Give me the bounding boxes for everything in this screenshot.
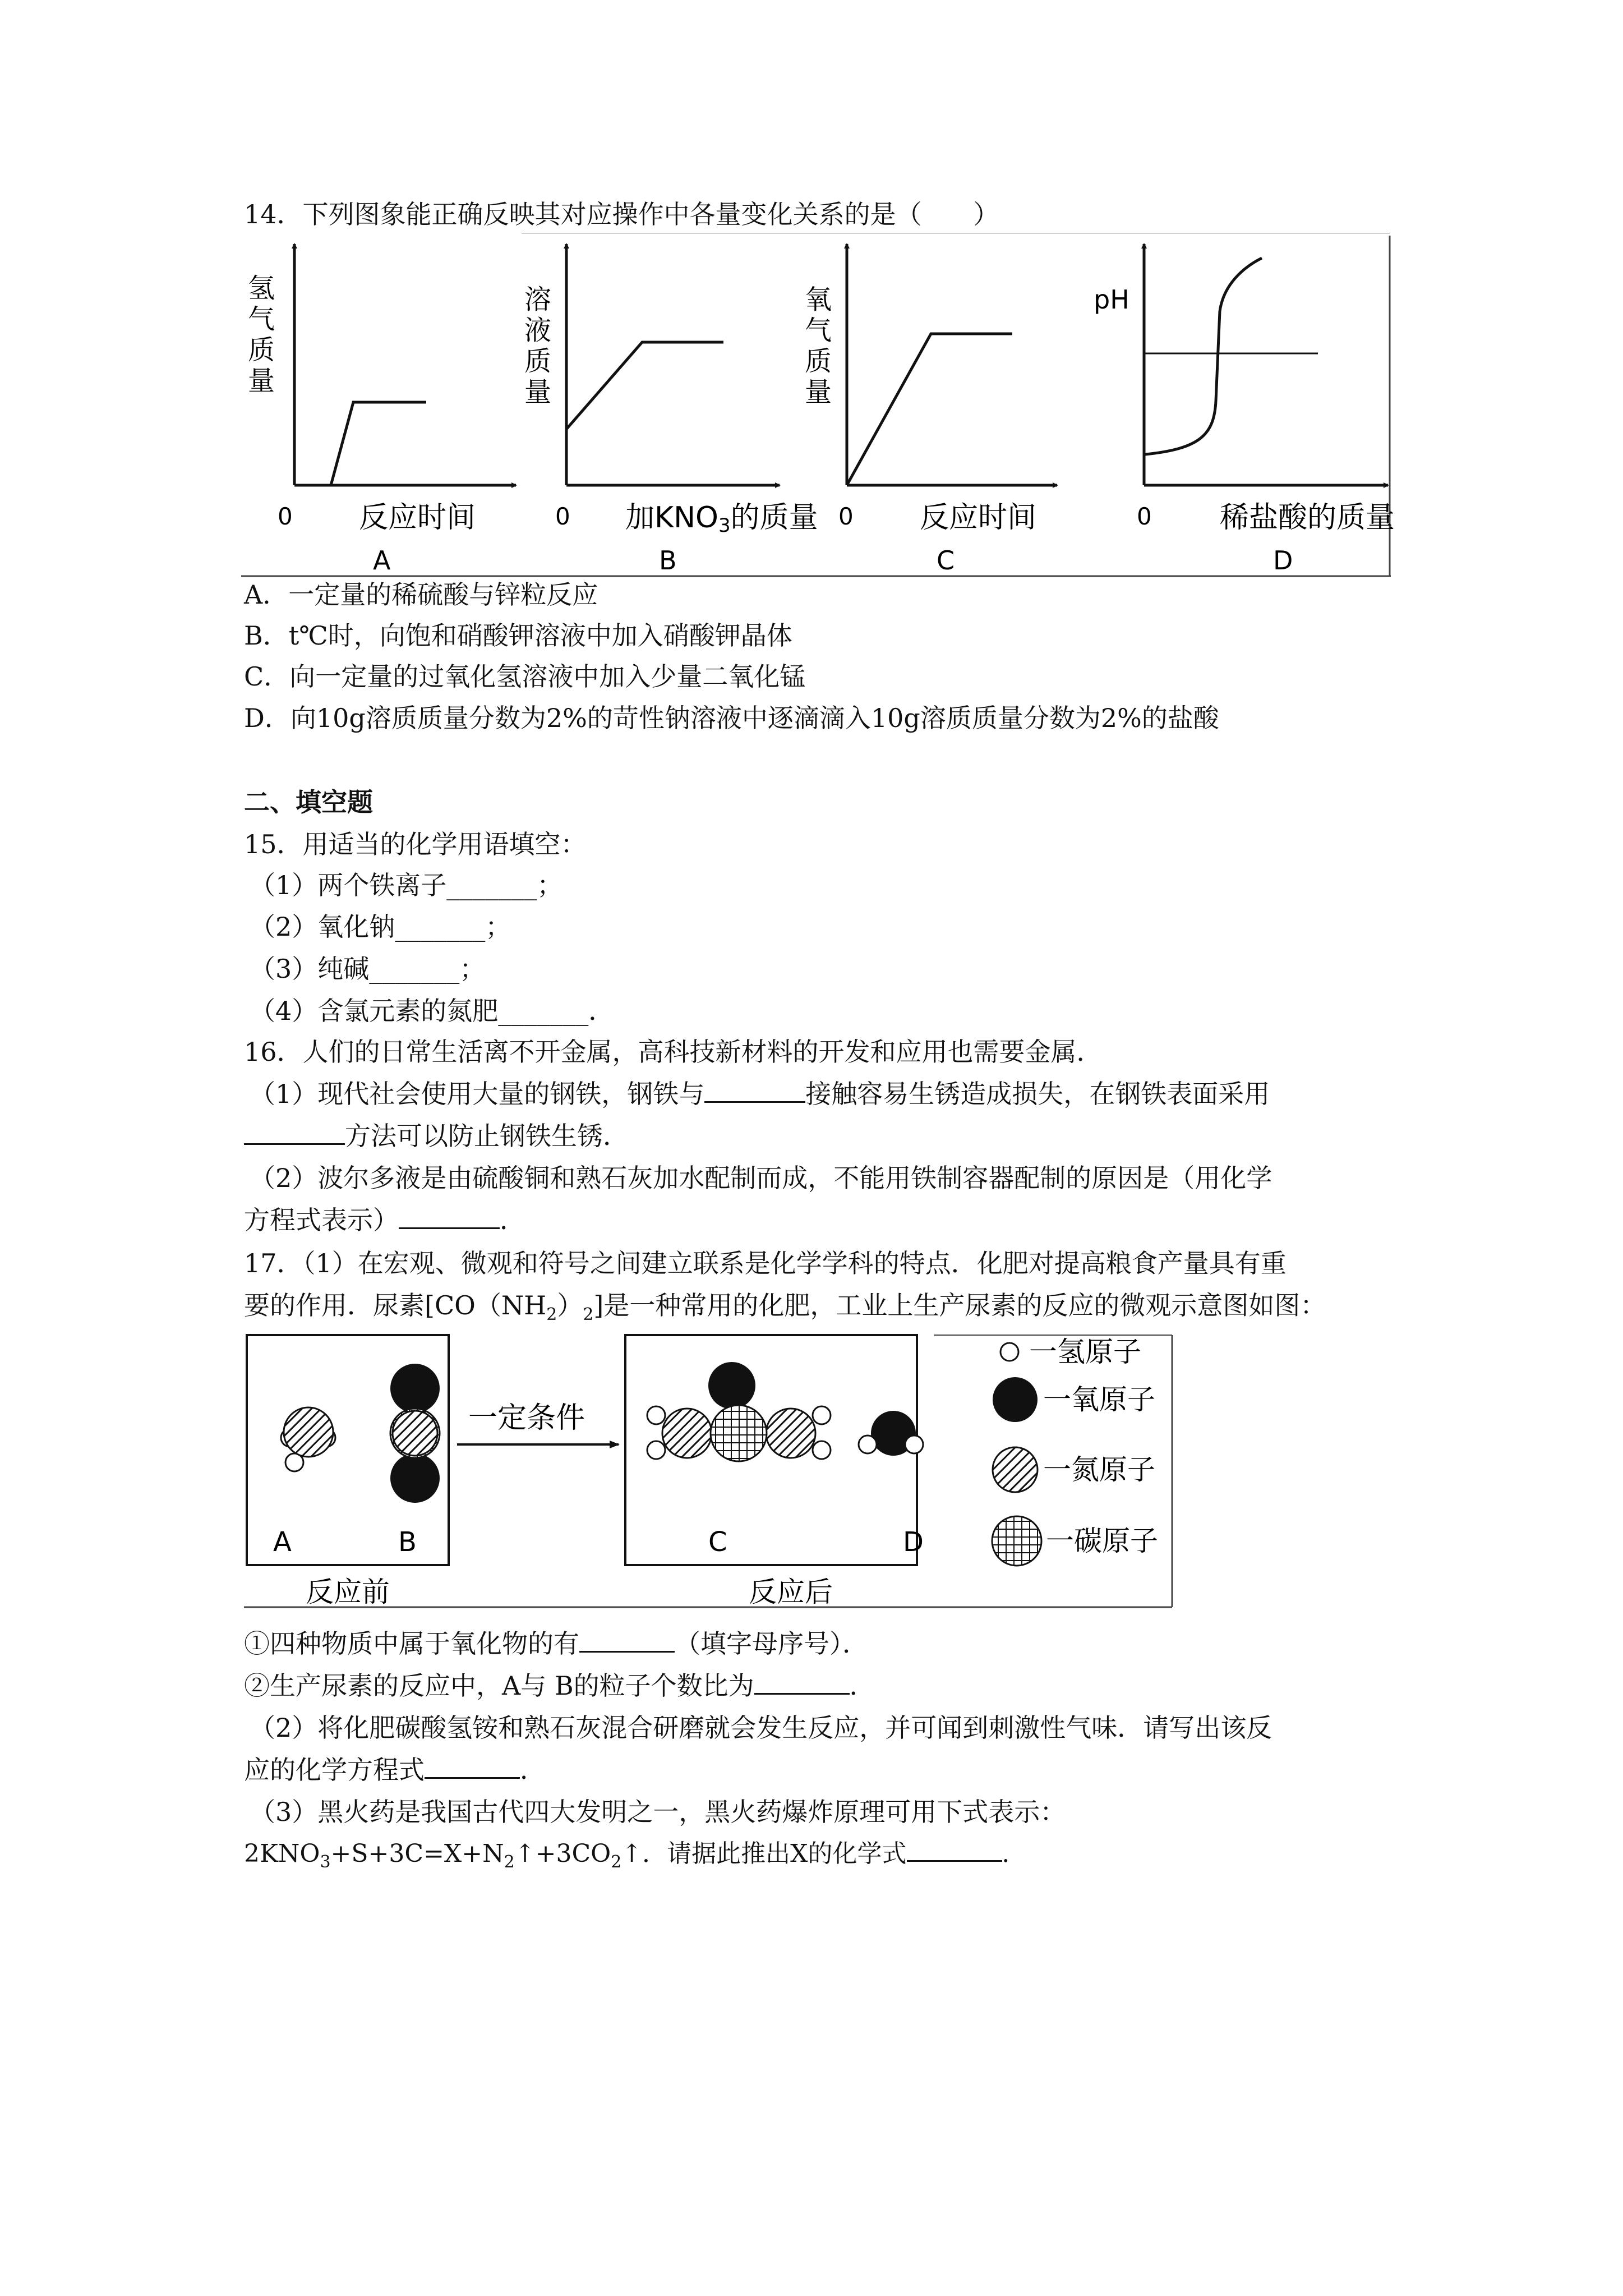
q14-option-d: D．向10g溶质质量分数为2%的苛性钠溶液中逐滴滴入10g溶质质量分数为2%的盐酸 [244,703,1219,733]
q15-item-3: （3）纯碱_______； [250,954,486,984]
graph-a-ylabel-1: 氢 [248,273,275,304]
legend-hydrogen: 一氢原子 [1029,1336,1141,1368]
graph-c-ylabel-1: 氧 [805,284,832,315]
legend-carbon: 一碳原子 [1046,1525,1158,1557]
q17-sub1: ①四种物质中属于氧化物的有 （填字母序号）． [244,1628,868,1659]
q15-blank-4[interactable]: _______ [498,996,589,1026]
graph-b-ylabel-4: 量 [524,376,552,408]
graph-b [524,244,818,576]
graph-a [248,244,516,576]
graph-c-ylabel-4: 量 [805,376,832,408]
legend-nitrogen-icon [993,1447,1038,1492]
q17-blank-1[interactable] [579,1628,675,1653]
q15-blank-2[interactable]: _______ [395,912,486,942]
q17-part2-line1: （2）将化肥碳酸氢铵和熟石灰混合研磨就会发生反应，并可闻到刺激性气味．请写出该反 [250,1713,1272,1743]
q16-blank-2[interactable] [244,1121,345,1145]
graph-a-ylabel-4: 量 [248,365,275,397]
graph-d-tag: D [1273,545,1293,576]
after-caption: 反应后 [749,1576,833,1608]
graph-b-xlabel: 加KNO3的质量 [625,501,818,537]
q17-sub2: ②生产尿素的反应中，A与 B的粒子个数比为 ． [244,1671,875,1701]
graph-d-xlabel: 稀盐酸的质量 [1220,501,1395,535]
graph-b-ylabel-1: 溶 [524,284,552,315]
legend-oxygen-icon [993,1377,1038,1422]
atom-legend [992,1336,1158,1566]
q15-item-1: （1）两个铁离子_______； [250,870,563,900]
graph-b-curve [566,342,723,429]
molecule-d-water [859,1411,923,1456]
q16-part2-line2: 方程式表示） ． [244,1205,525,1235]
reaction-condition: 一定条件 [468,1401,585,1435]
graph-c-ylabel-2: 气 [805,315,832,346]
label-c: C [708,1526,727,1558]
q14-graphs [241,233,1396,586]
q14-option-b: B．t℃时，向饱和硝酸钾溶液中加入硝酸钾晶体 [244,620,792,651]
q14-option-a: A．一定量的稀硫酸与锌粒反应 [244,579,598,610]
label-a: A [273,1526,292,1558]
q16-part1-line1: （1）现代社会使用大量的钢铁，钢铁与 接触容易生锈造成损失，在钢铁表面采用 [250,1079,1270,1109]
q16-part1-line2: 方法可以防止钢铁生锈． [244,1119,629,1153]
molecule-b-co2 [390,1364,440,1503]
label-b: B [398,1526,417,1558]
q17-blank-3[interactable] [425,1755,520,1779]
urea-reaction-diagram [244,1332,1178,1613]
graph-c [805,244,1057,576]
q17-blank-4[interactable] [907,1838,1002,1862]
legend-hydrogen-icon [1000,1343,1018,1361]
q17-part2-line2: 应的化学方程式 ． [244,1755,546,1785]
q16-blank-3[interactable] [399,1205,500,1229]
q16-part2-line1: （2）波尔多液是由硫酸铜和熟石灰加水配制而成，不能用铁制容器配制的原因是（用化学 [250,1163,1272,1193]
molecule-a-nh3 [281,1407,335,1471]
q16-blank-1[interactable] [704,1079,805,1103]
q15-blank-3[interactable]: _______ [369,954,460,984]
q17-blank-2[interactable] [754,1671,850,1695]
graph-c-ylabel-3: 质 [805,346,832,377]
label-d: D [903,1526,924,1558]
graph-a-curve [331,402,426,485]
graph-b-ylabel-2: 液 [524,315,552,346]
q14-stem: 14．下列图象能正确反映其对应操作中各量变化关系的是（ ） [244,199,999,229]
q15-item-2: （2）氧化钠_______； [250,912,511,942]
before-caption: 反应前 [306,1576,390,1608]
graph-c-curve [847,334,1012,485]
graph-d-curve [1145,258,1262,454]
q17-part3-line1: （3）黑火药是我国古代四大发明之一，黑火药爆炸原理可用下式表示： [250,1797,1066,1827]
graph-c-tag: C [937,545,955,576]
q14-option-c: C．向一定量的过氧化氢溶液中加入少量二氧化锰 [244,661,806,692]
section-heading: 二、填空题 [244,787,373,817]
q17-part1-line2: 要的作用．尿素$[CO(NH_2)_2]$是一种常用的化肥，工业上生产尿素的反应的微观示意图如图： [244,1290,1326,1324]
legend-carbon-icon [992,1516,1041,1566]
q17-equation: $2KNO_3+S+3C=X+N_2↑+3CO_2↑$．请据此推出X的化学式 ． [244,1837,1027,1871]
graph-d-origin: 0 [1137,503,1152,530]
q17-part1-line1: 17．（1）在宏观、微观和符号之间建立联系是化学学科的特点．化肥对提高粮食产量具有重 [244,1248,1287,1278]
legend-nitrogen: 一氮原子 [1043,1453,1155,1486]
graph-a-tag: A [373,545,391,576]
graph-c-xlabel: 反应时间 [920,501,1037,535]
graph-d-ylabel: pH [1094,284,1129,315]
legend-oxygen: 一氧原子 [1043,1383,1155,1416]
graph-a-ylabel-3: 质 [248,334,275,366]
graph-c-origin: 0 [838,503,854,530]
graph-b-origin: 0 [555,503,570,530]
graph-b-tag: B [659,545,677,576]
q16-stem: 16．人们的日常生活离不开金属，高科技新材料的开发和应用也需要金属． [244,1037,1103,1067]
graph-a-xlabel: 反应时间 [359,501,476,535]
graph-a-origin: 0 [278,503,293,530]
q15-item-4: （4）含氯元素的氮肥_______． [250,996,615,1026]
q15-blank-1[interactable]: _______ [446,870,537,900]
q15-stem: 15．用适当的化学用语填空： [244,829,587,859]
graph-b-ylabel-3: 质 [524,346,552,377]
molecule-c-urea [647,1362,831,1461]
graph-a-ylabel-2: 气 [248,303,275,335]
graph-d [1094,244,1395,576]
